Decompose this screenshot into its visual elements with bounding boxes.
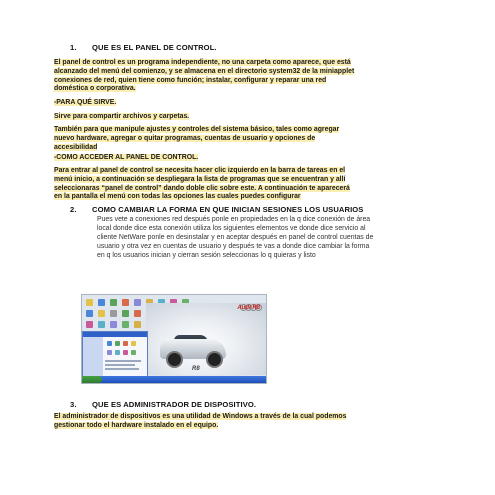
app-icon <box>86 321 93 328</box>
section-2-line: local donde dice esta conexión utiliza los siguientes elementos ve donde dice servicio al <box>97 224 366 232</box>
section-2-line: cliente NetWare ponle en desinstalar y en aceptar después en panel de control cuentas de <box>97 233 374 241</box>
section-3-heading <box>70 400 256 409</box>
tambien-line: También para que manipule ajustes y controles del sistema básico, tales como agregar <box>54 126 340 133</box>
app-icon <box>134 321 141 328</box>
app-icon <box>98 321 105 328</box>
network-icon <box>110 299 117 306</box>
section-2-number: 2. <box>70 205 77 214</box>
folder-icon <box>98 310 105 317</box>
control-panel-screenshot <box>81 294 267 384</box>
app-icon <box>134 299 141 306</box>
computer-icon <box>98 299 105 306</box>
section-1-number: 1. <box>70 43 77 52</box>
section-2-line: en q los usuarios inician y cierran sesión seleccionas lo q quieras y listo <box>97 251 316 259</box>
cp-icon[interactable] <box>131 350 136 355</box>
cp-icon[interactable] <box>115 350 120 355</box>
app-icon <box>110 321 117 328</box>
intro-line: El panel de control es un programa independiente, no una carpeta como aparece, que está <box>54 59 351 66</box>
para-que-sirve-title-text: -PARA QUÉ SIRVE. <box>54 99 117 106</box>
como-acceder-title <box>54 154 198 163</box>
taskbar <box>82 376 266 383</box>
tambien-line: nuevo hardware, agregar o quitar programas, cuentas de usuario y opciones de <box>54 134 316 142</box>
control-panel-window[interactable] <box>82 331 148 377</box>
section-1-title: QUE ES EL PANEL DE CONTROL. <box>92 43 217 52</box>
folder-icon <box>86 299 93 306</box>
section-3-line: gestionar todo el hardware instalado en el equipo. <box>54 421 219 429</box>
wallpaper-badge: Audi R8 <box>237 305 260 311</box>
cp-list-row <box>105 364 135 366</box>
car-label: R8 <box>192 366 200 372</box>
app-icon <box>122 299 129 306</box>
para-que-sirve-text <box>54 113 189 122</box>
section-3-body <box>54 413 346 431</box>
window-sidebar <box>83 337 103 376</box>
acceder-line: en la pantalla el menú con todas las opciones las cuales puedes configurar <box>54 193 301 201</box>
como-acceder-title-text: -COMO ACCEDER AL PANEL DE CONTROL. <box>54 154 199 161</box>
section-3-number: 3. <box>70 400 77 409</box>
section-2-title: COMO CAMBIAR LA FORMA EN QUE INICIAN SESIONES LOS USUARIOS <box>92 205 364 214</box>
acceder-line: seleccionaras “panel de control” dando doble clic sobre este. A continuación te aparecerá <box>54 184 350 192</box>
app-icon <box>86 310 93 317</box>
tambien-line: accesibilidad <box>54 143 98 151</box>
intro-line: alcanzado del menú del comienzo, y se almacena en el directorio system32 de la miniapplet <box>54 67 355 75</box>
cp-icon[interactable] <box>131 341 136 346</box>
cp-list-row <box>105 368 139 370</box>
section-2-heading <box>70 205 363 214</box>
section-1-heading <box>70 43 217 52</box>
cp-icon[interactable] <box>107 341 112 346</box>
app-icon <box>122 310 129 317</box>
intro-line: conexiones de red, quien tiene como función; instalar, configurar y reparar una red <box>54 76 327 84</box>
cp-icon[interactable] <box>123 350 128 355</box>
como-acceder-paragraph <box>54 167 350 202</box>
cp-list-row <box>105 360 141 362</box>
cp-icon[interactable] <box>107 350 112 355</box>
section-2-line: usuario y otra vez en cuentas de usuario y después te vas a donde dice cambiar la forma <box>97 242 370 250</box>
section-2-body <box>97 216 373 261</box>
cp-icon[interactable] <box>123 341 128 346</box>
app-icon <box>122 321 129 328</box>
app-icon <box>110 310 117 317</box>
para-que-sirve-title <box>54 99 116 108</box>
para-que-sirve-text-line: Sirve para compartir archivos y carpetas. <box>54 113 190 120</box>
cp-icon[interactable] <box>115 341 120 346</box>
app-icon <box>134 310 141 317</box>
intro-line: doméstica o corporativa. <box>54 85 136 93</box>
car-wheel-rear <box>206 351 223 368</box>
start-button[interactable] <box>82 376 102 383</box>
acceder-line: menú inicio, a continuación se despliegara la lista de programas que se encuentran y allí <box>54 175 346 183</box>
acceder-line: Para entrar al panel de control se necesita hacer clic izquierdo en la barra de tareas en el <box>54 167 346 174</box>
car-wheel-front <box>166 351 183 368</box>
tambien-paragraph <box>54 126 339 152</box>
section-1-intro <box>54 59 354 94</box>
section-3-title: QUE ES ADMINISTRADOR DE DISPOSITIVO. <box>92 400 257 409</box>
section-3-line: El administrador de dispositivos es una utilidad de Windows a través de la cual podemos <box>54 413 347 420</box>
section-2-line: Pues vete a conexiones red después ponle en propiedades en la q dice conexión de área <box>97 216 371 223</box>
